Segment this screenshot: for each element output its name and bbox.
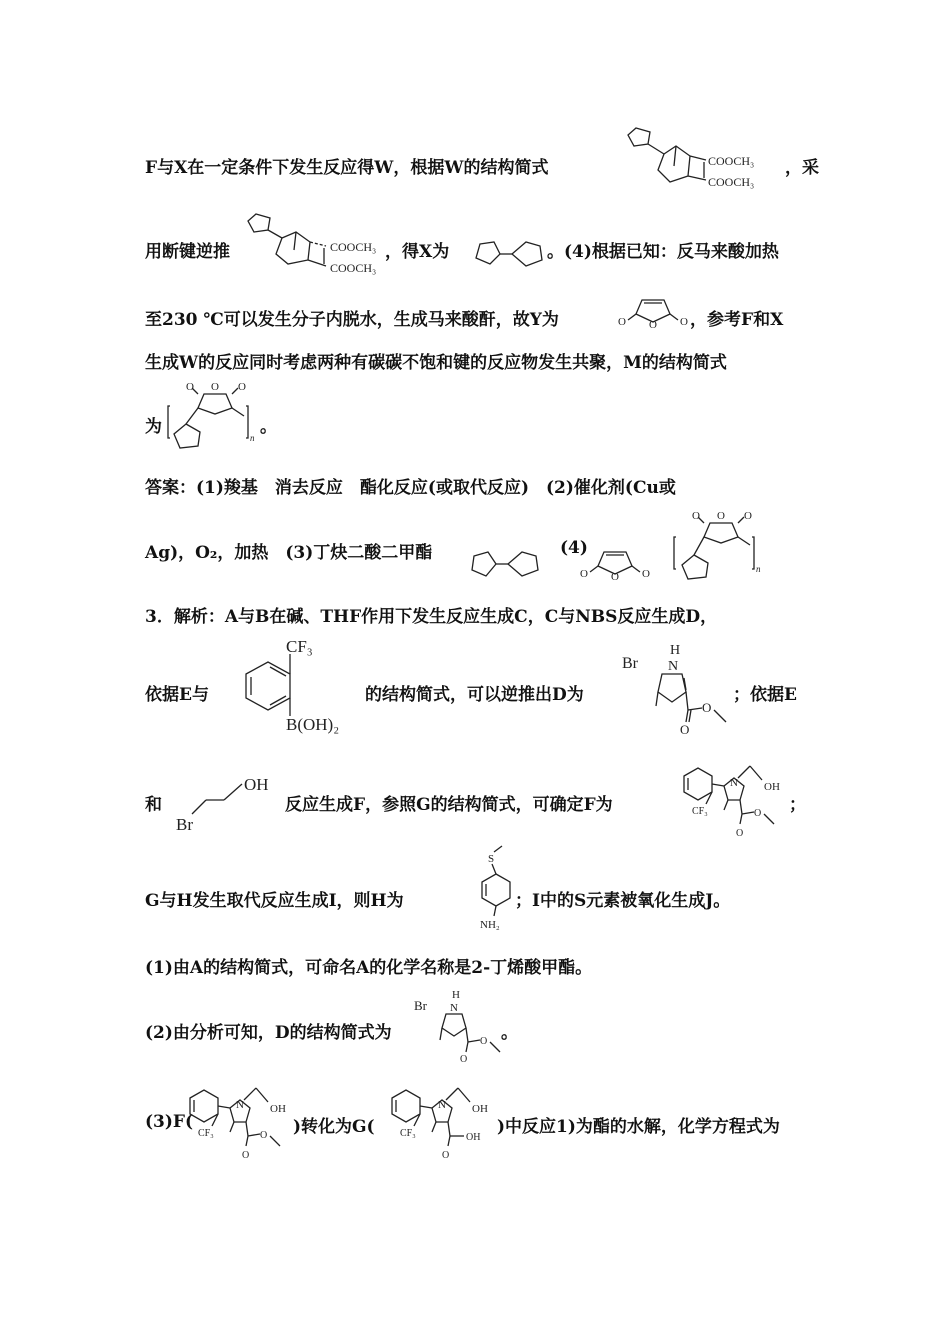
structure-g-image: [384, 1078, 496, 1162]
bromine-label: Br: [622, 655, 638, 672]
oxygen-label: O: [618, 316, 626, 328]
structure-x-image: [470, 234, 550, 274]
text: 。: [501, 1023, 518, 1043]
nitrogen-label: N: [450, 1002, 458, 1014]
hydroxyl-label: OH: [270, 1103, 286, 1115]
text: 。: [260, 417, 277, 437]
oxygen-label: O: [580, 568, 588, 580]
answer-text: (4): [560, 538, 588, 558]
text: (1)由A的结构简式，可命名A的化学名称是2-丁烯酸甲酯。: [145, 958, 593, 978]
nitrogen-label: N: [236, 1099, 244, 1111]
oxygen-label: O: [211, 381, 219, 393]
oxygen-label: O: [460, 1054, 468, 1065]
text-line: [145, 305, 784, 330]
text-line: [145, 602, 717, 627]
oxygen-label: O: [754, 808, 762, 819]
cooch3-label: COOCH₃: [708, 154, 755, 168]
oxygen-label: O: [717, 510, 725, 522]
oxygen-label: O: [692, 510, 700, 522]
hydroxyl-label: OH: [466, 1132, 481, 1143]
text: G与H发生取代反应生成I，则H为: [145, 891, 404, 911]
text: ，采: [785, 158, 819, 178]
text: ；依据E: [733, 685, 797, 705]
structure-w-retro-image: [240, 206, 390, 278]
structure-y-image: [618, 292, 694, 331]
bromine-label: Br: [414, 998, 427, 1013]
hydrogen-label: H: [452, 989, 460, 1001]
oxygen-label: O: [238, 381, 246, 393]
oxygen-label: O: [649, 319, 657, 331]
amino-label: NH₂: [480, 919, 500, 931]
text-line: [145, 953, 592, 978]
subscript-n: n: [756, 564, 761, 574]
structure-w-image: [618, 122, 778, 196]
oxygen-label: O: [242, 1150, 250, 1161]
nitrogen-label: N: [730, 777, 738, 789]
cf3-label: CF₃: [198, 1128, 214, 1139]
text: ，得X为: [385, 242, 450, 262]
text: F与X在一定条件下发生反应得W，根据W的结构简式: [145, 158, 549, 178]
answer-m-image: [672, 505, 772, 585]
text-line: [145, 1018, 518, 1043]
hydroxyl-label: OH: [244, 775, 269, 794]
text-line: [145, 348, 727, 373]
text: )中反应1)为酯的水解，化学方程式为: [497, 1117, 780, 1137]
cooch3-label: COOCH₃: [708, 175, 755, 189]
text-line: [145, 473, 676, 498]
cf3-label: CF₃: [692, 806, 708, 817]
answer-y-image: [580, 546, 656, 582]
oxygen-label: O: [680, 316, 688, 328]
hydroxyl-label: OH: [472, 1103, 488, 1115]
sulfur-label: S: [488, 853, 495, 865]
structure-d-image: [414, 986, 506, 1065]
cf3-label: CF₃: [286, 637, 313, 656]
text: 依据E与: [145, 685, 209, 705]
text: 用断键逆推: [145, 242, 230, 262]
cf3-label: CF₃: [400, 1128, 416, 1139]
text: 的结构简式，可以逆推出D为: [365, 685, 584, 705]
hydroxyl-label: OH: [764, 781, 780, 793]
text: 至230 ℃可以发生分子内脱水，生成马来酸酐，故Y为: [145, 310, 559, 330]
structure-f-image: [182, 1078, 294, 1160]
oxygen-label: O: [736, 828, 744, 839]
oxygen-label: O: [611, 571, 619, 583]
cooch3-label: COOCH₃: [330, 261, 377, 275]
text: ；I中的S元素被氧化生成J。: [515, 891, 731, 911]
oxygen-label: O: [260, 1130, 268, 1141]
text: 和: [145, 795, 162, 815]
answer-text: Ag)，O₂，加热 (3)丁炔二酸二甲酯: [145, 543, 433, 563]
bromine-label: Br: [176, 815, 193, 834]
structure-e-partner-image: [226, 634, 366, 738]
text: ；: [789, 795, 806, 815]
text: (3)F(: [145, 1112, 194, 1132]
answer-x-image: [466, 546, 546, 582]
text-line: [145, 680, 797, 705]
oxygen-label: O: [480, 1036, 488, 1047]
hydrogen-label: H: [670, 643, 681, 658]
text: 为: [145, 417, 162, 437]
text: ，参考F和X: [690, 310, 784, 330]
structure-bromoethanol-image: [172, 770, 284, 836]
nitrogen-label: N: [438, 1099, 446, 1111]
subscript-n: n: [250, 433, 255, 443]
answer-text: 答案：(1)羧基 消去反应 酯化反应(或取代反应) (2)催化剂(Cu或: [145, 478, 676, 498]
oxygen-label: O: [642, 568, 650, 580]
structure-m-image: [166, 376, 266, 452]
boh2-label: B(OH)₂: [286, 715, 340, 734]
structure-h-image: [464, 848, 534, 936]
structure-d-image: [622, 640, 732, 736]
oxygen-label: O: [186, 381, 194, 393]
text: )转化为G(: [293, 1117, 375, 1137]
oxygen-label: O: [680, 722, 690, 737]
text-line: [145, 538, 588, 563]
structure-f-image: [676, 756, 788, 840]
oxygen-label: O: [702, 700, 712, 715]
text: 。(4)根据已知：反马来酸加热: [547, 242, 779, 262]
text: 生成W的反应同时考虑两种有碳碳不饱和键的反应物发生共聚，M的结构简式: [145, 353, 727, 373]
oxygen-label: O: [442, 1150, 450, 1161]
text: 3．解析：A与B在碱、THF作用下发生反应生成C，C与NBS反应生成D，: [145, 607, 718, 627]
nitrogen-label: N: [668, 659, 679, 674]
text-line: [145, 886, 731, 911]
text: (2)由分析可知，D的结构简式为: [145, 1023, 392, 1043]
text: 反应生成F，参照G的结构简式，可确定F为: [285, 795, 613, 815]
cooch3-label: COOCH₃: [330, 240, 377, 254]
oxygen-label: O: [744, 510, 752, 522]
text-line: [145, 412, 277, 437]
